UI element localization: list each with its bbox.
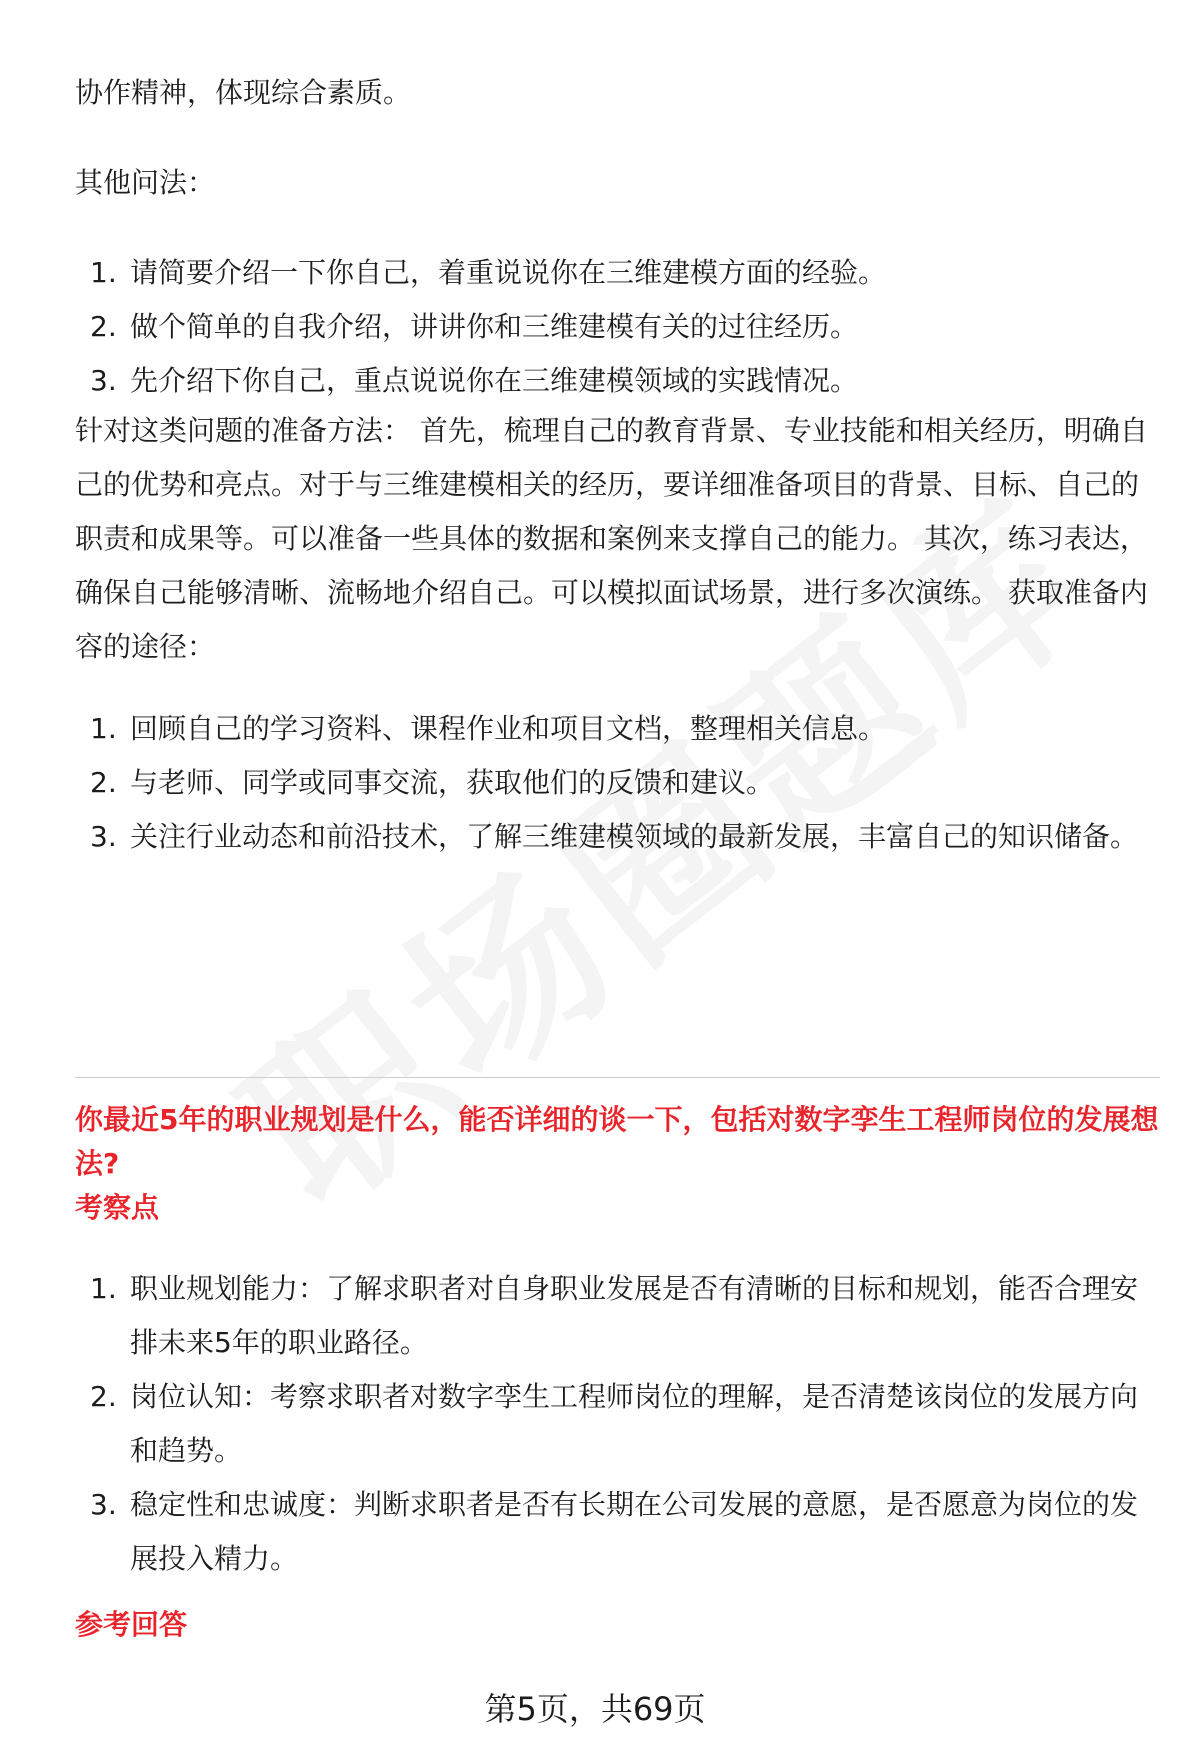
list-text: 关注行业动态和前沿技术，了解三维建模领域的最新发展，丰富自己的知识储备。 bbox=[130, 820, 1139, 853]
list-text: 回顾自己的学习资料、课程作业和项目文档，整理相关信息。 bbox=[130, 712, 887, 745]
document-page bbox=[75, 0, 1160, 1755]
question-title: 你最近5年的职业规划是什么，能否详细的谈一下，包括对数字孪生工程师岗位的发展想法? bbox=[75, 1103, 1159, 1180]
list-text: 岗位认知：考察求职者对数字孪生工程师岗位的理解，是否清楚该岗位的发展方向和趋势。 bbox=[130, 1380, 1139, 1467]
list-text: 职业规划能力：了解求职者对自身职业发展是否有清晰的目标和规划，能否合理安排未来5年的职业路径。 bbox=[130, 1272, 1139, 1359]
list-text: 做个简单的自我介绍，讲讲你和三维建模有关的过往经历。 bbox=[130, 310, 859, 343]
list-text: 请简要介绍一下你自己，着重说说你在三维建模方面的经验。 bbox=[130, 256, 887, 289]
list-number: 2. bbox=[90, 310, 117, 343]
other-asks-label: 其他问法： bbox=[75, 166, 216, 199]
list-number: 2. bbox=[90, 1380, 117, 1413]
prep-paragraph: 针对这类问题的准备方法： 首先，梳理自己的教育背景、专业技能和相关经历，明确自己的优势和亮点。对于与三维建模相关的经历，要详细准备项目的背景、目标、自己的职责和成果等。可以准备一些具体的数据和案例来支撑自己的能力。 其次，练习表达，确保自己能够清晰、流畅地介绍自己。可以模拟面试场景，进行多次演练。 获取准备内容的途径： bbox=[75, 414, 1148, 663]
section-divider bbox=[75, 1077, 1160, 1078]
list-item bbox=[75, 1262, 1160, 1370]
key-points-list bbox=[75, 1262, 1160, 1586]
intro-tail-text: 协作精神，体现综合素质。 bbox=[75, 76, 412, 109]
other-asks-list bbox=[75, 243, 1160, 411]
list-item bbox=[75, 702, 1160, 756]
reference-answer-label: 参考回答 bbox=[75, 1608, 188, 1641]
list-number: 1. bbox=[90, 1272, 117, 1305]
key-points-label: 考察点 bbox=[75, 1191, 160, 1224]
page-footer: 第5页，共69页 bbox=[484, 1690, 706, 1728]
list-item bbox=[75, 351, 1160, 411]
list-number: 3. bbox=[90, 820, 117, 853]
prep-sources-list bbox=[75, 702, 1160, 864]
list-number: 3. bbox=[90, 1488, 117, 1521]
list-text: 与老师、同学或同事交流，获取他们的反馈和建议。 bbox=[130, 766, 775, 799]
list-number: 1. bbox=[90, 712, 117, 745]
list-item bbox=[75, 297, 1160, 357]
list-number: 1. bbox=[90, 256, 117, 289]
list-number: 3. bbox=[90, 364, 117, 397]
list-item bbox=[75, 243, 1160, 303]
list-item bbox=[75, 756, 1160, 810]
list-text: 稳定性和忠诚度：判断求职者是否有长期在公司发展的意愿，是否愿意为岗位的发展投入精力。 bbox=[130, 1488, 1139, 1575]
list-text: 先介绍下你自己，重点说说你在三维建模领域的实践情况。 bbox=[130, 364, 859, 397]
list-item bbox=[75, 810, 1160, 864]
list-number: 2. bbox=[90, 766, 117, 799]
list-item bbox=[75, 1370, 1160, 1478]
list-item bbox=[75, 1478, 1160, 1586]
